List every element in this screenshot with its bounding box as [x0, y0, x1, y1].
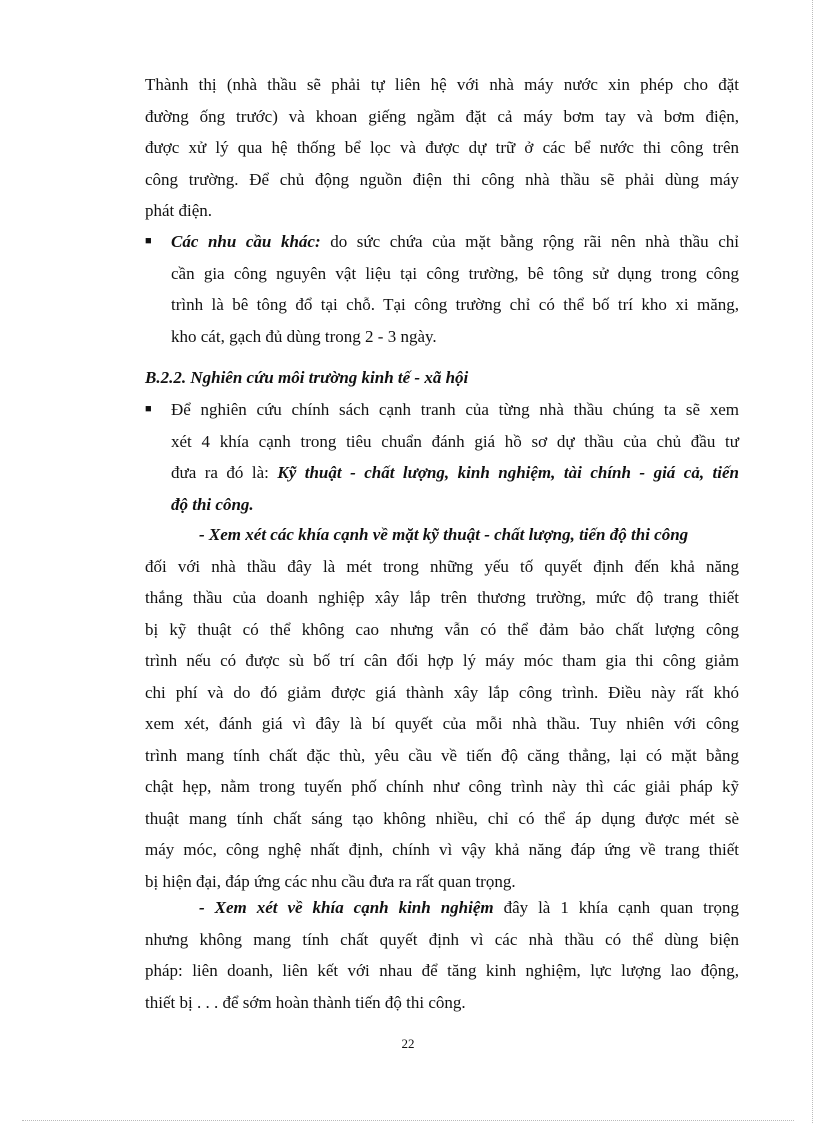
- text-line: đường ống trước) và khoan giếng ngầm đặt cả máy bơm tay và bơm điện,: [145, 106, 739, 126]
- bold-italic-criteria: Kỹ thuật - chất lượng, kinh nghiệm, tài chính - giá cả, tiến: [277, 463, 739, 482]
- text-line: thắng thầu của doanh nghiệp xây lắp trên thương trường, mức độ trang thiết: [145, 588, 739, 607]
- text-line: được xử lý qua hệ thống bể lọc và được dự trữ ở các bể nước thi công trên: [145, 138, 739, 157]
- text-line: chật hẹp, nằm trong tuyến phố chính như công trình này thì các giải pháp kỹ: [145, 777, 739, 796]
- paragraph-lead: - Xem xét các khía cạnh về mặt kỹ thuật - chất lượng, tiến độ thi công: [199, 525, 689, 544]
- bold-italic-lead: Các nhu cầu khác:: [171, 232, 321, 251]
- paragraph-experience: [145, 892, 739, 1018]
- text-line: bị hiện đại, đáp ứng các nhu cầu đưa ra rất quan trọng.: [145, 871, 516, 891]
- paragraph-technical: [145, 519, 739, 897]
- square-bullet-icon: ■: [145, 235, 152, 247]
- text-run: đưa ra đó là:: [171, 463, 278, 482]
- text-line: độ thi công.: [171, 494, 254, 514]
- text-line: nhưng không mang tính chất quyết định vì các nhà thầu có thể dùng biện: [145, 929, 739, 949]
- square-bullet-icon: ■: [145, 403, 152, 415]
- paragraph-water-supply: [145, 69, 739, 227]
- text-line: công trường. Để chủ động nguồn điện thi công nhà thầu sẽ phải dùng máy: [145, 169, 739, 189]
- text-line: xem xét, đánh giá vì đây là bí quyết của mỗi nhà thầu. Tuy nhiên với công: [145, 714, 739, 733]
- text-line: [171, 457, 739, 489]
- text-line: đối với nhà thầu đây là mét trong những yếu tố quyết định đến khả năng: [145, 556, 739, 576]
- section-heading: B.2.2. Nghiên cứu môi trường kinh tế - xã hội: [145, 368, 469, 387]
- text-line: [171, 226, 739, 258]
- text-line: máy móc, công nghệ nhất định, chính vì vậy khả năng đáp ứng về trang thiết: [145, 840, 739, 859]
- text-line: cần gia công nguyên vật liệu tại công trường, bê tông sử dụng trong công: [171, 263, 739, 283]
- text-run: do sức chứa của mặt bằng rộng rãi nên nhà thầu chỉ: [320, 232, 739, 251]
- text-line: trình nếu có được sù bố trí cân đối hợp lý máy móc tham gia thi công giảm: [145, 651, 739, 670]
- text-line: bị kỹ thuật có thể không cao nhưng vẫn có thể đảm bảo chất lượng công: [145, 619, 739, 639]
- page-bottom-border: [22, 1120, 794, 1121]
- text-line: trình mang tính chất đặc thù, yêu cầu về tiến độ căng thẳng, lại có mặt bằng: [145, 745, 739, 765]
- text-line: chi phí và do đó giảm được giá thành xây lắp công trình. Điều này rất khó: [145, 682, 739, 702]
- text-line: trình là bê tông đổ tại chỗ. Tại công trường chỉ có thể bố trí kho xi măng,: [171, 295, 739, 314]
- page-right-border: [812, 0, 813, 1123]
- text-line: kho cát, gạch đủ dùng trong 2 - 3 ngày.: [171, 326, 437, 346]
- text-line: thiết bị . . . để sớm hoàn thành tiến độ thi công.: [145, 992, 466, 1012]
- text-line: phát điện.: [145, 201, 213, 220]
- page-number: 22: [401, 1036, 415, 1051]
- text-line: Thành thị (nhà thầu sẽ phải tự liên hệ với nhà máy nước xin phép cho đặt: [145, 75, 739, 94]
- text-line: pháp: liên doanh, liên kết với nhau để tăng kinh nghiệm, lực lượng lao động,: [145, 961, 739, 980]
- text-line: Để nghiên cứu chính sách cạnh tranh của từng nhà thầu chúng ta sẽ xem: [171, 400, 739, 419]
- text-line: xét 4 khía cạnh trong tiêu chuẩn đánh giá hồ sơ dự thầu của chủ đầu tư: [171, 431, 739, 451]
- paragraph-lead: - Xem xét về khía cạnh kinh nghiệm: [199, 898, 494, 917]
- text-line: [145, 892, 739, 924]
- text-line: thuật mang tính chất sáng tạo không nhiều, chỉ có thể áp dụng được mét sè: [145, 808, 739, 828]
- text-run: đây là 1 khía cạnh quan trọng: [493, 898, 739, 917]
